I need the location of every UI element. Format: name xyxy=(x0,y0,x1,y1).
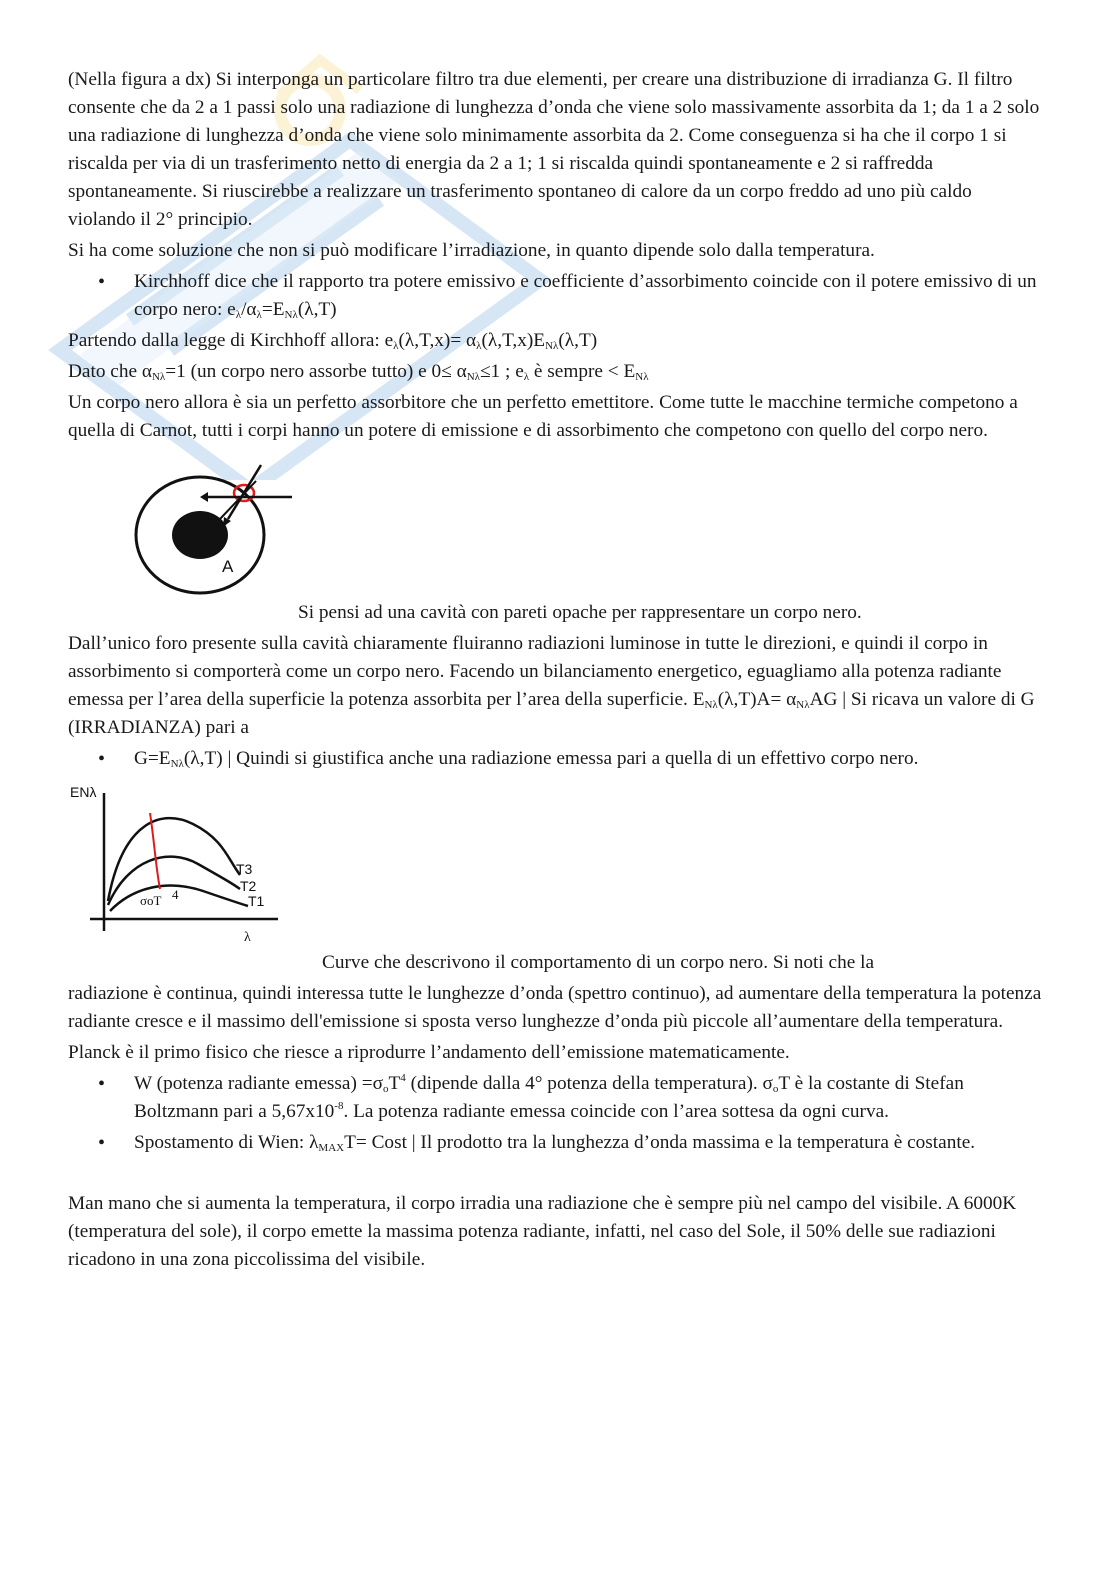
paragraph-cavity: Dall’unico foro presente sulla cavità chiaramente fluiranno radiazioni luminose in tutte le direzioni, e quindi il corpo in assorbimento si comporterà come un corpo nero. Facendo un bilanciamento energetico, eguagliamo alla potenza radiante emessa per l’area della superficie la potenza assorbita per l’area della superficie. $E_{N\lambda}(\lambda,T)A= \alpha_{N\lambda}AG$ | Si ricava un valore di G (IRRADIANZA) pari a xyxy=(68,633,1035,738)
blackbody-curves-figure xyxy=(68,779,283,949)
area-label: σoT xyxy=(140,893,162,908)
paragraph-dato-che: Dato che $\alpha_{N\lambda}=1$ (un corpo nero assorbe tutto) e $0\le \alpha_{N\lambda}\le 1$ ; $e_\lambda$ è sempre < $E_{N\lambda}$ xyxy=(68,361,649,383)
curve-label-T2: T2 xyxy=(240,878,257,894)
curve-label-T1: T1 xyxy=(248,893,265,909)
paragraph-corpo-nero: Un corpo nero allora è sia un perfetto assorbitore che un perfetto emettitore. Come tutte le macchine termiche competono a quella di Carnot, tutti i corpi hanno un potere di emissione e di assorbimento che competono con quello del corpo nero. xyxy=(68,392,1018,441)
caption-cavity: Si pensi ad una cavità con pareti opache per rappresentare un corpo nero. xyxy=(298,602,862,623)
curve-T1 xyxy=(110,885,248,911)
list-item-wien: • Spostamento di Wien: $\lambda_{MAX}T=$ Cost | Il prodotto tra la lunghezza d’onda massima e la temperatura è costante. xyxy=(68,1129,1043,1157)
list-item-stefan-boltzmann: • W (potenza radiante emessa) $=\sigma_oT^4$ (dipende dalla 4° potenza della temperatura). $\sigma_oT$ è la costante di Stefan Boltzmann pari a $5,67x10^{-8}$. La potenza radiante emessa coincide con l’area sottesa da ogni curva. xyxy=(68,1070,1043,1126)
y-axis-label: ENλ xyxy=(70,784,97,800)
document-body xyxy=(68,66,1043,1277)
x-axis-label: λ xyxy=(244,930,251,945)
cavity-label: A xyxy=(222,557,234,576)
curve-label-T3: T3 xyxy=(236,861,253,877)
paragraph-filter: (Nella figura a dx) Si interponga un particolare filtro tra due elementi, per creare una distribuzione di irradianza G. Il filtro consente che da 2 a 1 passi solo una radiazione di lunghezza d’onda che viene solo massivamente assorbita da 1; da 1 a 2 solo una radiazione di lunghezza d’onda che viene solo minimamente assorbita da 2. Come conseguenza si ha che il corpo 1 si riscalda per via di un trasferimento netto di energia da 2 a 1; 1 si riscalda quindi spontaneamente e 2 si raffredda spontaneamente. Si riuscirebbe a realizzare un trasferimento spontaneo di calore da un corpo freddo ad uno più caldo violando il 2° principio. xyxy=(68,69,1040,230)
bullet-list-G xyxy=(68,745,1043,773)
list-item-G: • $G=E_{N\lambda}(\lambda,T)$ | Quindi si giustifica anche una radiazione emessa pari a quella di un effettivo corpo nero. xyxy=(68,745,1043,773)
spacer xyxy=(68,1160,1043,1190)
list-item-kirchhoff: • Kirchhoff dice che il rapporto tra potere emissivo e coefficiente d’assorbimento coincide con il potere emissivo di un corpo nero: $e_\lambda/\alpha_\lambda=E_{N\lambda}(\lambda,T)$ xyxy=(68,268,1043,324)
paragraph-curves: radiazione è continua, quindi interessa tutte le lunghezze d’onda (spettro continuo), ad aumentare della temperatura la potenza radiante cresce e il massimo dell'emissione si sposta verso lunghezze d’onda più piccole all’aumentare della temperatura. xyxy=(68,983,1042,1032)
cavity-figure xyxy=(96,459,296,599)
caption-curves: Curve che descrivono il comportamento di un corpo nero. Si noti che la xyxy=(322,952,875,973)
paragraph-final: Man mano che si aumenta la temperatura, il corpo irradia una radiazione che è sempre più nel campo del visibile. A 6000K (temperatura del sole), il corpo emette la massima potenza radiante, infatti, nel caso del Sole, il 50% delle sue radiazioni ricadono in una zona piccolissima del visibile. xyxy=(68,1193,1017,1270)
bullet-list-kirchhoff xyxy=(68,268,1043,324)
wien-displacement-line xyxy=(150,813,160,889)
paragraph-solution: Si ha come soluzione che non si può modificare l’irradiazione, in quanto dipende solo dalla temperatura. xyxy=(68,240,875,261)
paragraph-planck: Planck è il primo fisico che riesce a riprodurre l’andamento dell’emissione matematicamente. xyxy=(68,1042,790,1063)
area-label-exponent: 4 xyxy=(172,887,179,902)
bullet-list-laws xyxy=(68,1070,1043,1157)
paragraph-kirchhoff-law: Partendo dalla legge di Kirchhoff allora: $e_\lambda(\lambda,T,x)= \alpha_\lambda(\lambda,T,x)E_{N\lambda}(\lambda,T)$ xyxy=(68,330,598,352)
